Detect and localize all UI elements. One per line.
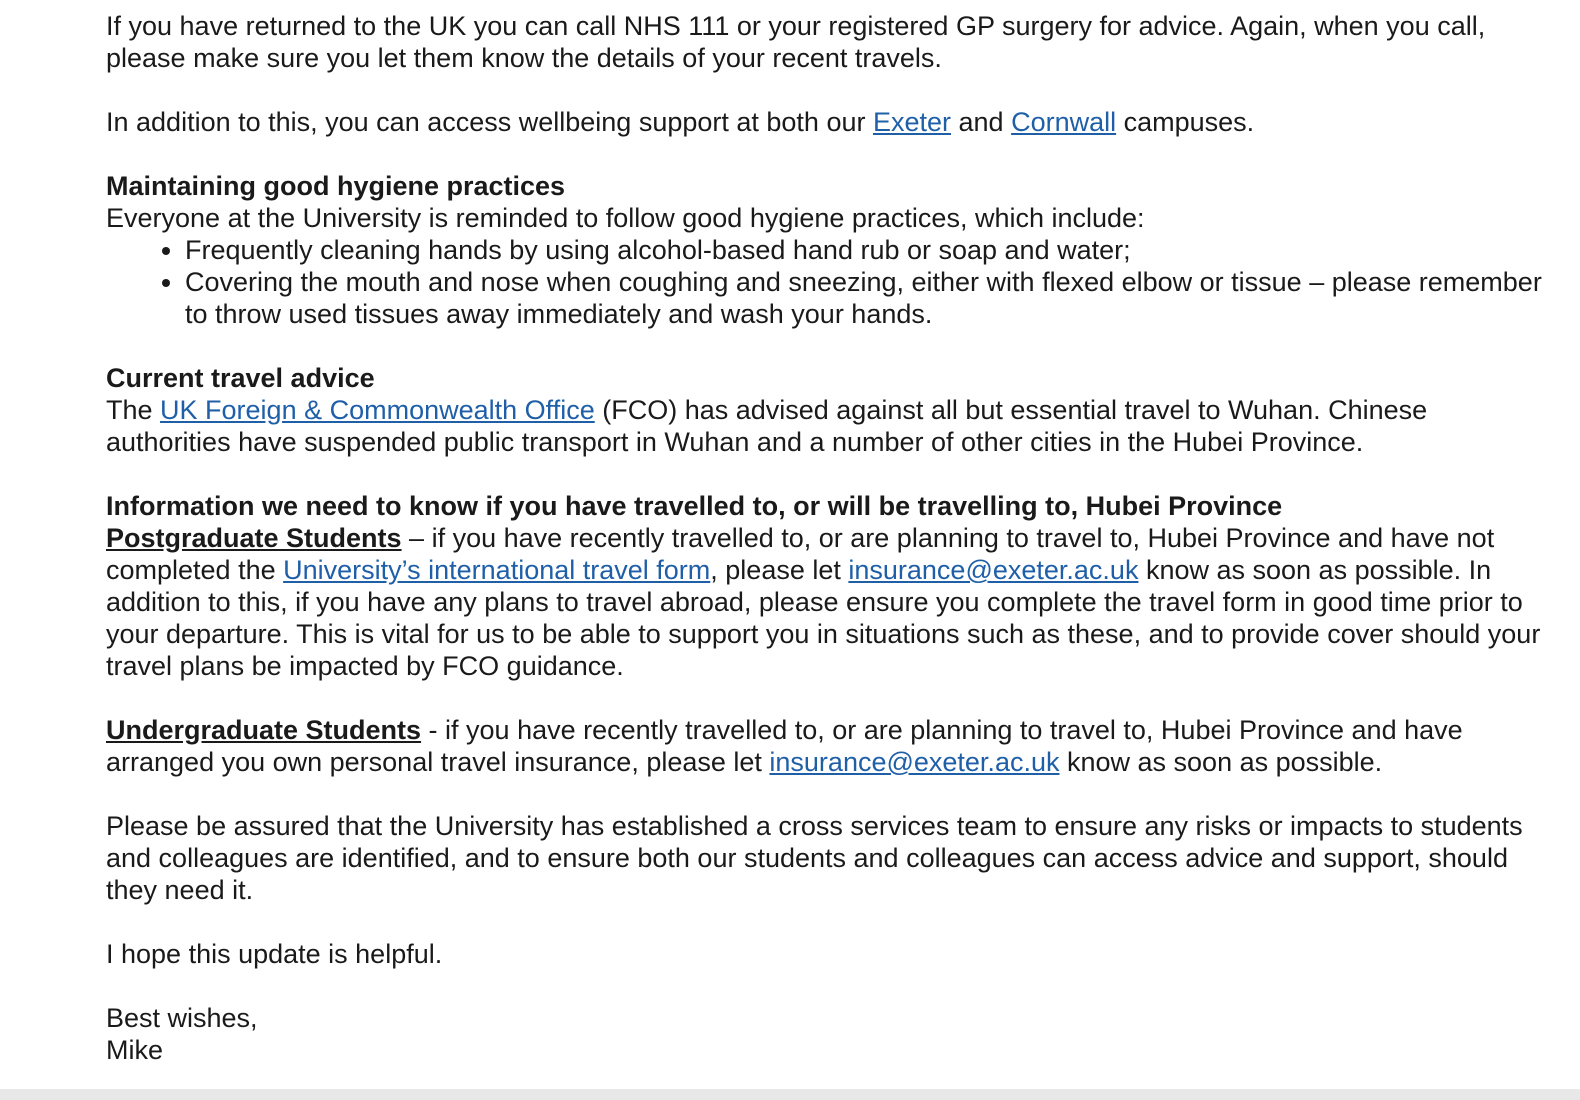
assurance-paragraph: Please be assured that the University has established a cross services team to ensure any risks or impacts to students and colleagues are identified, and to ensure both our students and colleagues can access advice and support, should they need it. bbox=[106, 811, 1523, 905]
hygiene-section bbox=[106, 170, 1546, 330]
fco-link[interactable]: UK Foreign & Commonwealth Office bbox=[160, 395, 595, 425]
cornwall-link[interactable]: Cornwall bbox=[1011, 107, 1117, 137]
travel-text-after: (FCO) has advised against all but essential travel to Wuhan. Chinese authorities have suspended public transport in Wuhan and a number of other cities in the Hubei Province. bbox=[106, 395, 1428, 457]
email-body bbox=[106, 10, 1546, 1066]
ug-text-2: know as soon as possible. bbox=[1059, 747, 1383, 777]
signoff-name: Mike bbox=[106, 1035, 164, 1065]
travel-form-link[interactable]: University’s international travel form bbox=[283, 555, 711, 585]
undergraduate-label: Undergraduate Students bbox=[106, 715, 422, 745]
insurance-email-link[interactable]: insurance@exeter.ac.uk bbox=[848, 555, 1139, 585]
ug-text-1: - if you have recently travelled to, or are planning to travel to, Hubei Province and have arranged you own personal travel insurance, please let bbox=[106, 715, 1463, 777]
travel-heading: Current travel advice bbox=[106, 363, 375, 393]
insurance-email-link[interactable]: insurance@exeter.ac.uk bbox=[769, 747, 1060, 777]
bottom-divider bbox=[0, 1089, 1580, 1100]
pg-text-1: – if you have recently travelled to, or are planning to travel to, Hubei Province and have not completed the bbox=[106, 523, 1495, 585]
pg-text-2: , please let bbox=[710, 555, 849, 585]
info-heading: Information we need to know if you have travelled to, or will be travelling to, Hubei Province bbox=[106, 491, 1283, 521]
hope-paragraph: I hope this update is helpful. bbox=[106, 939, 443, 969]
wellbeing-paragraph bbox=[106, 106, 1546, 138]
pg-text-3: know as soon as possible. In addition to this, if you have any plans to travel abroad, please ensure you complete the travel form in good time prior to your departure. This is vital for us to be able to support you in situations such as these, and to provide cover should your travel plans be impacted by FCO guidance. bbox=[106, 555, 1541, 681]
hygiene-intro: Everyone at the University is reminded to follow good hygiene practices, which include: bbox=[106, 203, 1145, 233]
wellbeing-text-after: campuses. bbox=[1116, 107, 1255, 137]
exeter-link[interactable]: Exeter bbox=[872, 107, 952, 137]
signoff-closing: Best wishes, bbox=[106, 1003, 258, 1033]
hygiene-heading: Maintaining good hygiene practices bbox=[106, 171, 566, 201]
undergraduate-paragraph bbox=[106, 714, 1546, 778]
list-item: • Covering the mouth and nose when coughing and sneezing, either with flexed elbow or tissue – please remember to throw used tissues away immediately and wash your hands. bbox=[185, 266, 1546, 330]
info-section bbox=[106, 490, 1546, 682]
wellbeing-text-before: In addition to this, you can access wellbeing support at both our bbox=[106, 107, 873, 137]
travel-paragraph bbox=[106, 394, 1546, 458]
list-item: • Frequently cleaning hands by using alcohol-based hand rub or soap and water; bbox=[185, 234, 1546, 266]
postgraduate-label: Postgraduate Students bbox=[106, 523, 402, 553]
hygiene-list bbox=[106, 234, 1546, 330]
travel-section bbox=[106, 362, 1546, 458]
travel-text-before: The bbox=[106, 395, 161, 425]
signoff bbox=[106, 1002, 1546, 1066]
wellbeing-text-mid: and bbox=[951, 107, 1012, 137]
postgraduate-paragraph bbox=[106, 522, 1546, 682]
nhs-paragraph: If you have returned to the UK you can call NHS 111 or your registered GP surgery for advice. Again, when you call, please make sure you let them know the details of your recent travels. bbox=[106, 11, 1486, 73]
